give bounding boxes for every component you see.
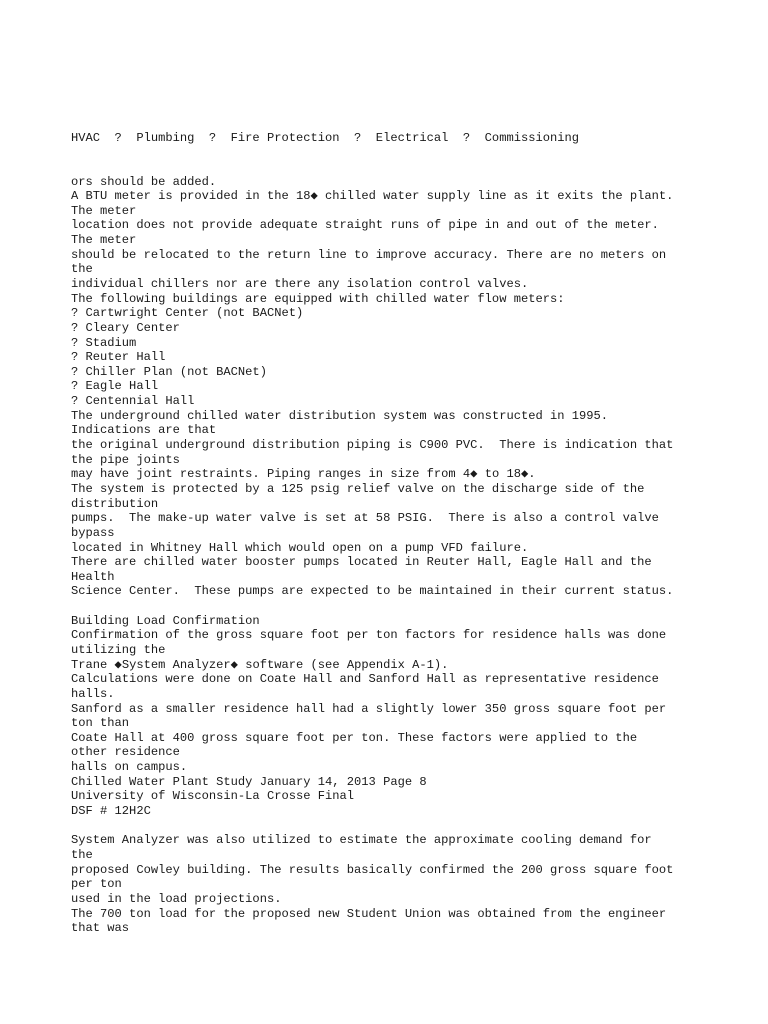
text-line: the original underground distribution piping is C900 PVC. There is indication that bbox=[71, 438, 674, 453]
text-line: the bbox=[71, 262, 93, 277]
text-line: that was bbox=[71, 921, 130, 936]
text-line: location does not provide adequate straight runs of pipe in and out of the meter. bbox=[71, 218, 659, 233]
text-line: ? Reuter Hall bbox=[71, 350, 166, 365]
text-line: utilizing the bbox=[71, 643, 166, 657]
text-line: System Analyzer was also utilized to estimate the approximate cooling demand for bbox=[71, 833, 652, 848]
text-line: ors should be added. bbox=[71, 174, 217, 189]
text-line: halls. bbox=[71, 686, 115, 701]
text-line: There are chilled water booster pumps located in Reuter Hall, Eagle Hall and the bbox=[71, 555, 652, 570]
text-line: used in the load projections. bbox=[71, 891, 282, 906]
text-line: the bbox=[71, 847, 93, 862]
text-line: bypass bbox=[71, 525, 115, 540]
text-line: per ton bbox=[71, 877, 122, 892]
text-line: Health bbox=[71, 569, 115, 584]
text-line: DSF # 12H2C bbox=[71, 804, 151, 819]
text-line: proposed Cowley building. The results basically confirmed the 200 gross square foot bbox=[71, 862, 674, 877]
text-line: ? Cartwright Center (not BACNet) bbox=[71, 306, 304, 321]
text-line: The 700 ton load for the proposed new Student Union was obtained from the engineer bbox=[71, 906, 667, 921]
text-line: Trane ◆System Analyzer◆ software (see Appendix A-1). bbox=[71, 657, 449, 672]
text-line: distribution bbox=[71, 496, 159, 511]
text-line: The following buildings are equipped with chilled water flow meters: bbox=[71, 291, 565, 306]
text-line: other residence bbox=[71, 745, 180, 760]
text-line bbox=[71, 599, 673, 614]
text-line: A BTU meter is provided in the 18◆ chilled water supply line as it exits the plant. bbox=[71, 189, 674, 204]
text-line: ? Chiller Plan (not BACNet) bbox=[71, 364, 267, 379]
text-line: Sanford as a smaller residence hall had a slightly lower 350 gross square foot per bbox=[71, 701, 667, 716]
text-line: Science Center. These pumps are expected to be maintained in their current status. bbox=[71, 584, 674, 599]
text-line: halls on campus. bbox=[71, 760, 188, 775]
text-line: Calculations were done on Coate Hall and Sanford Hall as representative residence bbox=[71, 672, 659, 687]
text-line: ? Centennial Hall bbox=[71, 394, 195, 409]
text-line: The meter bbox=[71, 203, 137, 218]
text-line bbox=[71, 819, 673, 834]
text-line: ? Cleary Center bbox=[71, 320, 180, 335]
text-line: The meter bbox=[71, 233, 137, 248]
text-line: Chilled Water Plant Study January 14, 2013 Page 8 bbox=[71, 774, 427, 789]
text-line: Indications are that bbox=[71, 423, 217, 438]
text-line: Coate Hall at 400 gross square foot per ton. These factors were applied to the bbox=[71, 730, 638, 745]
text-line: University of Wisconsin-La Crosse Final bbox=[71, 789, 355, 804]
text-line: ton than bbox=[71, 716, 130, 731]
text-line: Confirmation of the gross square foot per ton factors for residence halls was done bbox=[71, 628, 667, 643]
document-body bbox=[71, 175, 673, 936]
text-line: should be relocated to the return line to improve accuracy. There are no meters on bbox=[71, 247, 667, 262]
text-line: ? Eagle Hall bbox=[71, 379, 159, 394]
text-line: pumps. The make-up water valve is set at 58 PSIG. There is also a control valve bbox=[71, 511, 659, 526]
page-header: HVAC ? Plumbing ? Fire Protection ? Electrical ? Commissioning bbox=[71, 131, 580, 145]
text-line: Building Load Confirmation bbox=[71, 613, 260, 628]
text-line: may have joint restraints. Piping ranges in size from 4◆ to 18◆. bbox=[71, 467, 536, 482]
text-line: The system is protected by a 125 psig relief valve on the discharge side of the bbox=[71, 481, 645, 496]
text-line: located in Whitney Hall which would open on a pump VFD failure. bbox=[71, 540, 529, 555]
text-line: ? Stadium bbox=[71, 335, 137, 350]
text-line: individual chillers nor are there any isolation control valves. bbox=[71, 276, 529, 291]
text-line: The underground chilled water distribution system was constructed in 1995. bbox=[71, 408, 609, 423]
text-line: the pipe joints bbox=[71, 452, 180, 467]
